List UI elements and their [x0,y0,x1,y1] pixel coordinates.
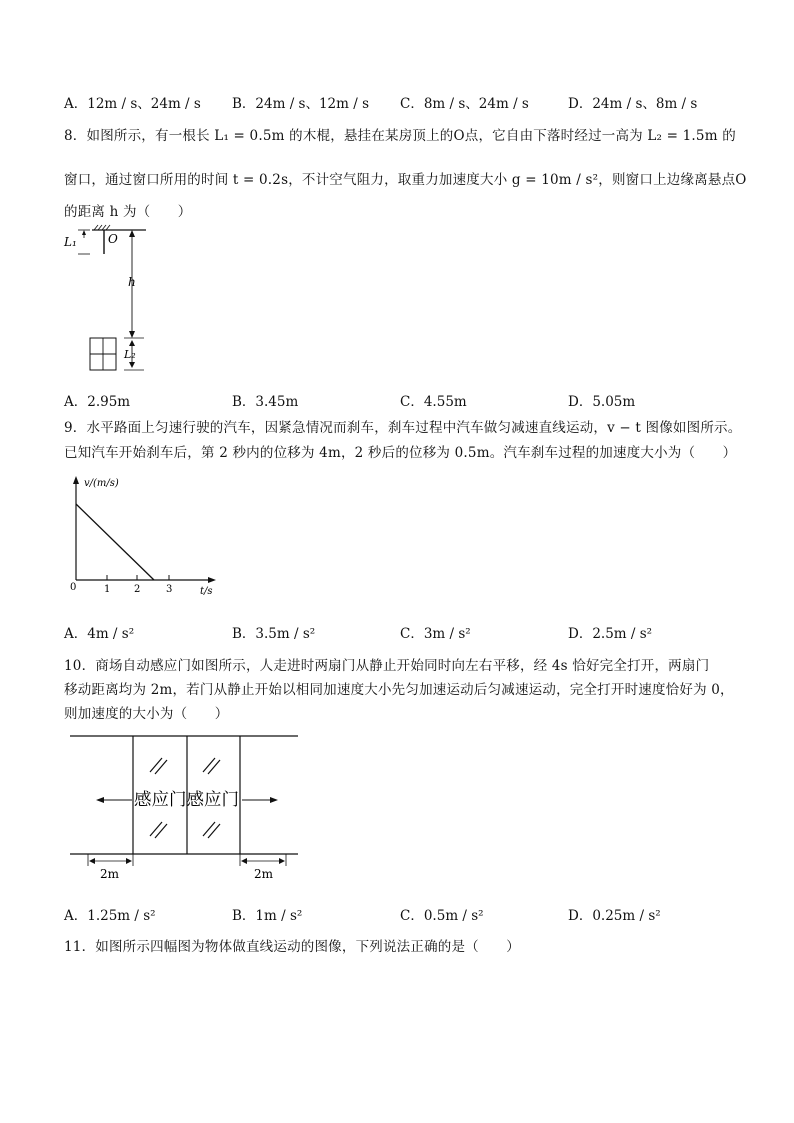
q10-left-distance: 2m [100,867,120,881]
q9-option-b: B．3.5m / s² [232,626,316,642]
q9-tick-2: 2 [134,584,141,595]
q10-stem-line2: 移动距离均为 2m，若门从静止开始以相同加速度大小先匀加速运动后匀减速运动，完全打开时速度恰好为 0， [64,682,734,698]
q8-figure [60,224,160,374]
q9-velocity-line [76,504,154,580]
q7-option-d: D．24m / s、8m / s [568,96,698,112]
q8-fig-O: O [108,232,118,246]
q10-door-label: 感应门感应门 [134,790,239,810]
q10-option-d: D．0.25m / s² [568,908,661,924]
q8-option-d: D．5.05m [568,394,636,410]
q9-origin: 0 [70,582,77,593]
q9-stem-line2: 已知汽车开始刹车后，第 2 秒内的位移为 4m，2 秒后的位移为 0.5m。汽车刹车过程的加速度大小为（ ） [64,445,737,461]
q8-option-c: C．4.55m [400,394,467,410]
q8-stem-line2: 窗口，通过窗口所用的时间 t = 0.2s，不计空气阻力，取重力加速度大小 g = 10m / s²，则窗口上边缘离悬点O [64,172,747,188]
q10-stem-line3: 则加速度的大小为（ ） [64,706,229,722]
q10-option-a: A．1.25m / s² [64,908,156,924]
q7-option-a: A．12m / s、24m / s [64,96,201,112]
q9-stem-line1: 9．水平路面上匀速行驶的汽车，因紧急情况而刹车，刹车过程中汽车做匀减速直线运动，v − t 图像如图所示。 [64,420,742,436]
q8-stem-line3: 的距离 h 为（ ） [64,204,192,220]
q9-xlabel: t/s [200,586,213,597]
q10-door-figure [66,730,302,886]
q7-option-c: C．8m / s、24m / s [400,96,529,112]
q9-option-a: A．4m / s² [64,626,135,642]
q10-option-b: B．1m / s² [232,908,303,924]
q9-tick-1: 1 [104,584,111,595]
q9-option-d: D．2.5m / s² [568,626,653,642]
q11-stem-line1: 11．如图所示四幅图为物体做直线运动的图像，下列说法正确的是（ ） [64,939,520,955]
q9-tick-3: 3 [166,584,173,595]
q8-fig-L2: L₂ [124,348,136,361]
q7-option-b: B．24m / s、12m / s [232,96,369,112]
q10-option-c: C．0.5m / s² [400,908,484,924]
q8-fig-h: h [128,275,136,289]
q8-option-b: B．3.45m [232,394,299,410]
q9-ylabel: v/(m/s) [84,478,119,489]
q8-stem-line1: 8．如图所示，有一根长 L₁ = 0.5m 的木棍，悬挂在某房顶上的O点，它自由下落时经过一高为 L₂ = 1.5m 的 [64,128,736,144]
q9-option-c: C．3m / s² [400,626,471,642]
q9-vt-graph [62,470,222,600]
q8-option-a: A．2.95m [64,394,131,410]
q10-stem-line1: 10．商场自动感应门如图所示，人走进时两扇门从静止开始同时向左右平移，经 4s 恰好完全打开，两扇门 [64,658,710,674]
q10-right-distance: 2m [254,867,274,881]
q8-fig-L1: L₁ [64,235,77,249]
